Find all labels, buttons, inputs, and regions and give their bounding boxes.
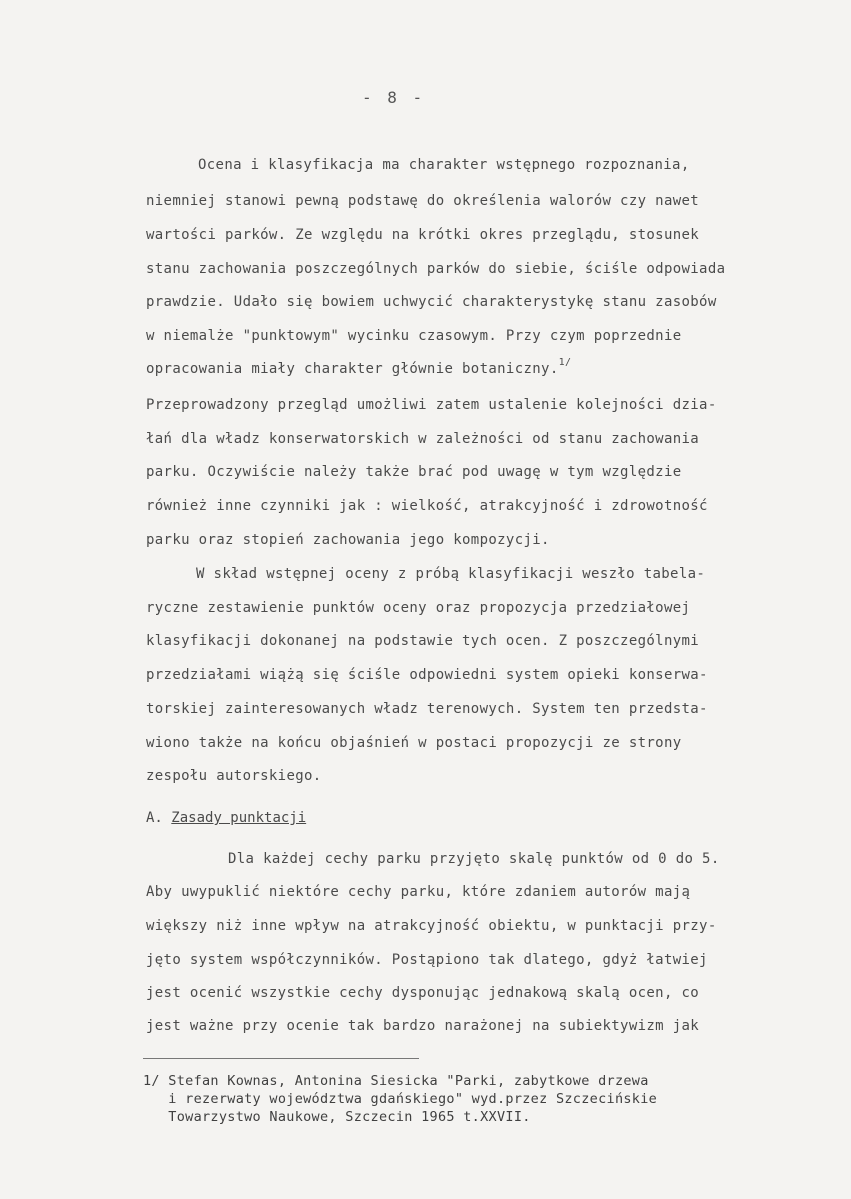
section-title: Zasady punktacji: [171, 810, 307, 826]
paragraph-line: jęto system współczynników. Postąpiono tak dlatego, gdyż łatwiej: [146, 952, 708, 968]
footnote-line: i rezerwaty województwa gdańskiego" wyd.przez Szczecińskie: [143, 1091, 658, 1107]
paragraph-line: stanu zachowania poszczególnych parków do siebie, ściśle odpowiada: [146, 261, 726, 277]
paragraph-line: klasyfikacji dokonanej na podstawie tych ocen. Z poszczególnymi: [146, 633, 700, 649]
paragraph-line: większy niż inne wpływ na atrakcyjność obiektu, w punktacji przy-: [146, 918, 717, 934]
paragraph-line: w niemalże "punktowym" wycinku czasowym. Przy czym poprzednie: [146, 328, 682, 344]
paragraph-line: Przeprowadzony przegląd umożliwi zatem ustalenie kolejności dzia-: [146, 397, 717, 413]
paragraph-line: jest ocenić wszystkie cechy dysponując jednakową skalą ocen, co: [146, 985, 700, 1001]
paragraph-line: torskiej zainteresowanych władz terenowych. System ten przedsta-: [146, 701, 708, 717]
paragraph-line: opracowania miały charakter głównie botaniczny.$^{1/}$: [146, 357, 572, 377]
page-number: - 8 -: [362, 88, 426, 107]
paragraph-line: ryczne zestawienie punktów oceny oraz propozycja przedziałowej: [146, 600, 691, 616]
paragraph-line: W skład wstępnej oceny z próbą klasyfikacji weszło tabela-: [196, 566, 706, 582]
footnote-divider: [143, 1058, 419, 1059]
paragraph-line: Dla każdej cechy parku przyjęto skalę punktów od 0 do 5.: [228, 851, 720, 867]
footnote-line: Towarzystwo Naukowe, Szczecin 1965 t.XXVII.: [143, 1109, 531, 1125]
section-heading: [146, 810, 306, 826]
paragraph-line: wiono także na końcu objaśnień w postaci propozycji ze strony: [146, 735, 682, 751]
paragraph-line: łań dla władz konserwatorskich w zależności od stanu zachowania: [146, 431, 700, 447]
paragraph-line: przedziałami wiążą się ściśle odpowiedni system opieki konserwa-: [146, 667, 708, 683]
paragraph-line: Ocena i klasyfikacja ma charakter wstępnego rozpoznania,: [198, 157, 690, 173]
section-letter: A.: [146, 810, 163, 826]
paragraph-line: niemniej stanowi pewną podstawę do określenia walorów czy nawet: [146, 193, 700, 209]
footnote-marker: 1/: [558, 357, 572, 368]
paragraph-line: zespołu autorskiego.: [146, 768, 322, 784]
paragraph-line: jest ważne przy ocenie tak bardzo narażonej na subiektywizm jak: [146, 1018, 700, 1034]
paragraph-line: prawdzie. Udało się bowiem uchwycić charakterystykę stanu zasobów: [146, 294, 717, 310]
paragraph-line: wartości parków. Ze względu na krótki okres przeglądu, stosunek: [146, 227, 700, 243]
footnote-line: 1/ Stefan Kownas, Antonina Siesicka "Parki, zabytkowe drzewa: [143, 1073, 649, 1089]
paragraph-line: Aby uwypuklić niektóre cechy parku, które zdaniem autorów mają: [146, 884, 691, 900]
paragraph-line: parku oraz stopień zachowania jego kompozycji.: [146, 532, 550, 548]
paragraph-line: parku. Oczywiście należy także brać pod uwagę w tym względzie: [146, 464, 682, 480]
paragraph-line: również inne czynniki jak : wielkość, atrakcyjność i zdrowotność: [146, 498, 708, 514]
